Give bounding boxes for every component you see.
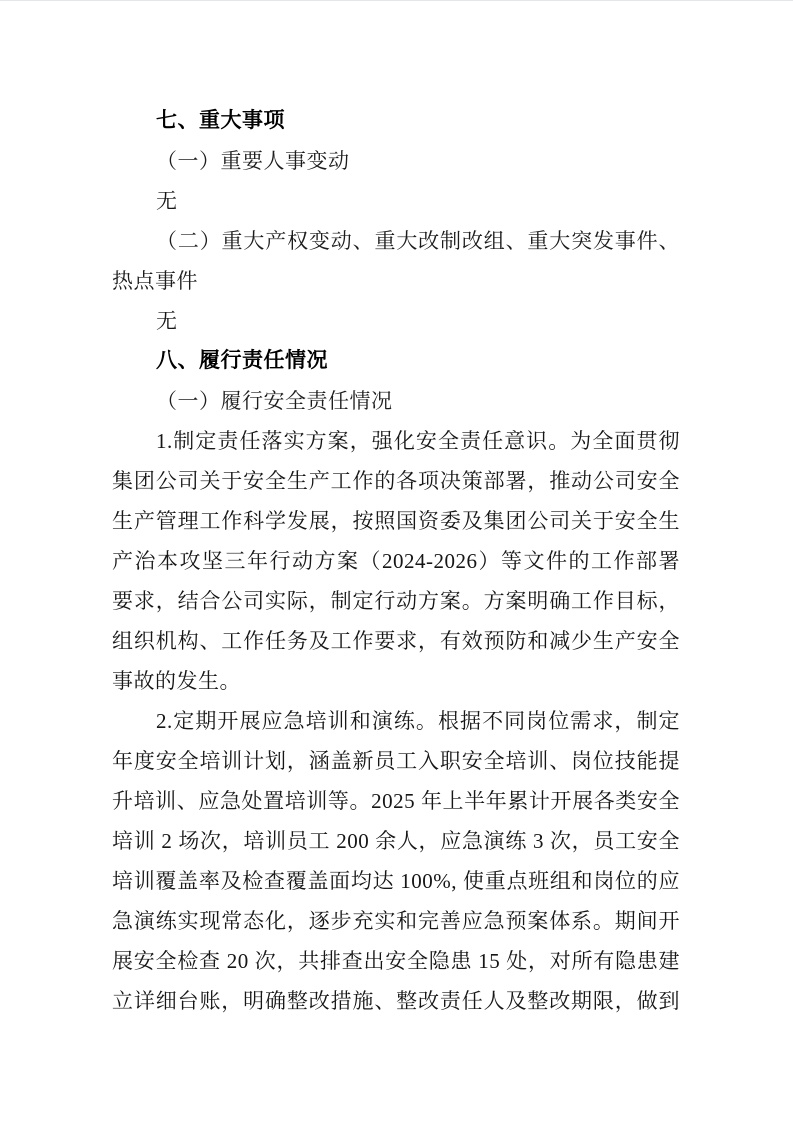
paragraph-1-line-3: 生产管理工作科学发展，按照国资委及集团公司关于安全生 [112,509,680,533]
paragraph-1-line-1: 1.制定责任落实方案，强化安全责任意识。为全面贯彻 [156,429,680,453]
paragraph-1-line-2: 集团公司关于安全生产工作的各项决策部署，推动公司安全 [112,469,680,493]
paragraph-1-line-7: 事故的发生。 [112,669,241,693]
section-8-heading: 八、履行责任情况 [156,349,328,372]
section-7-2-subheading-line-1: （二）重大产权变动、重大改制改组、重大突发事件、 [156,229,680,253]
section-7-heading: 七、重大事项 [156,109,285,132]
section-8-1-subheading: （一）履行安全责任情况 [156,389,393,413]
paragraph-2-line-2: 年度安全培训计划，涵盖新员工入职安全培训、岗位技能提 [112,749,680,773]
section-7-2-subheading-line-2: 热点事件 [112,269,198,293]
paragraph-2-line-4: 培训 2 场次，培训员工 200 余人，应急演练 3 次，员工安全 [112,829,680,853]
paragraph-1-line-5: 要求，结合公司实际，制定行动方案。方案明确工作目标， [112,589,680,613]
paragraph-1-line-4: 产治本攻坚三年行动方案（2024-2026）等文件的工作部署 [112,549,680,573]
paragraph-2-line-6: 急演练实现常态化，逐步充实和完善应急预案体系。期间开 [112,909,680,933]
section-7-1-subheading: （一）重要人事变动 [156,149,350,173]
paragraph-2-line-8: 立详细台账，明确整改措施、整改责任人及整改期限，做到 [112,989,680,1013]
section-7-2-content-none: 无 [156,309,178,333]
paragraph-2-line-1: 2.定期开展应急培训和演练。根据不同岗位需求，制定 [156,709,680,733]
paragraph-2-line-3: 升培训、应急处置培训等。2025 年上半年累计开展各类安全 [112,789,680,813]
document-body [112,101,680,1021]
paragraph-1-line-6: 组织机构、工作任务及工作要求，有效预防和减少生产安全 [112,629,680,653]
paragraph-2-line-5: 培训覆盖率及检查覆盖面均达 100%, 使重点班组和岗位的应 [112,869,680,893]
section-7-1-content-none: 无 [156,189,178,213]
paragraph-2-line-7: 展安全检查 20 次，共排查出安全隐患 15 处，对所有隐患建 [112,949,680,973]
